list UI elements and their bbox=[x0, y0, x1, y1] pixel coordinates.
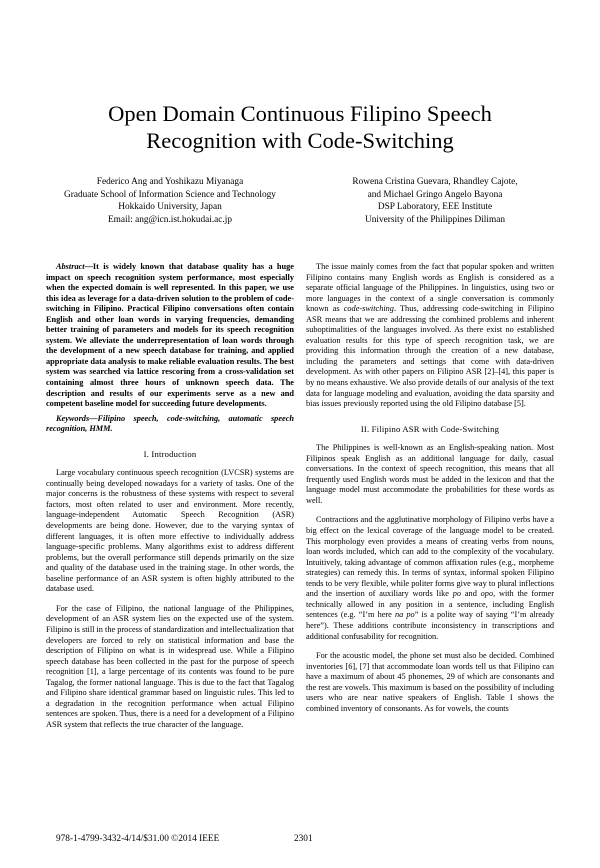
author-names: Federico Ang and Yoshikazu Miyanaga bbox=[96, 177, 244, 187]
author-email: Email: ang@icn.ist.hokudai.ac.jp bbox=[108, 214, 232, 225]
section-heading-introduction: I. Introduction bbox=[143, 448, 197, 459]
author-affiliation: University of the Philippines Diliman bbox=[365, 214, 505, 225]
page-number: 2301 bbox=[294, 834, 313, 844]
emphasis-opo: opo bbox=[480, 589, 494, 599]
keywords bbox=[46, 414, 294, 435]
title-line-1: Open Domain Continuous Filipino Speech bbox=[108, 101, 492, 126]
footer-copyright: 978-1-4799-3432-4/14/$31.00 ©2014 IEEE bbox=[56, 834, 220, 844]
emphasis-po: po bbox=[452, 589, 462, 599]
text-span: Contractions and the agglutinative morphology of Filipino verbs have a big effect on the lexical coverage of the language model to be created. This morphology even provides a means of creating verbs from nouns, loan words included, which can add to the complexity of the vocabulary. Intuitively, taking advantage of common affixation rules (e.g., morpheme strategies) can remedy this. In terms of syntax, informal spoken Filipino tends to be very flexible, while politer forms give way to plural inflections and the insertion of auxiliary words like bbox=[306, 515, 554, 599]
author-block-right bbox=[315, 176, 555, 226]
paragraph: For the case of Filipino, the national language of the Philippines, development of an ASR system lies on the expected use of the system. Filipino is still in the process of standardization and intellectualization that developers are forced to rely on statistical information and base the description of Filipino on what is in widespread use. While a Filipino speech database has been collected in the past for the purpose of speech recognition [1], a large percentage of its contents was found to be pure Tagalog, the former national language. This is due to the fact that Tagalog and Filipino share identical grammar based on linguistic rules. This led to a degradation in the recognition performance when actual Filipino sentences are spoken. Thus, there is a need for a development of a Filipino ASR system that reflects the true character of the language. bbox=[46, 603, 294, 729]
emphasis-code-switching: code-switching bbox=[343, 304, 394, 314]
text-span: ” is a polite way of saying “I’m already here”). These additions contribute inconsistency in transcriptions and additional confusability for recognition. bbox=[306, 610, 555, 641]
text-span: The issue mainly comes from the fact that popular spoken and written Filipino contains many English words as English is considered as a separate official language of the Philippines. In linguistics, using two or more languages in the context of a single conversation is commonly known as bbox=[306, 262, 554, 314]
text-span: and bbox=[461, 589, 481, 599]
abstract-label: Abstract bbox=[56, 262, 85, 271]
author-section bbox=[45, 176, 555, 226]
title-line-2: Recognition with Code-Switching bbox=[146, 128, 454, 153]
abstract-text: It is widely known that database quality has a huge impact on speech recognition system performance, most especially when the expected domain is well represented. In this paper, we use this idea as leverage for a data-driven solution to the problem of code-switching in Filipino. Practical Filipino conversations often contain English and other loan words in varying frequencies, demanding better training of parameters and models for its speech recognition system. We alleviate the underrepresentation of loan words through the development of a new speech database for training, and applied appropriate data analysis to make reliable evaluation results. The best system was searched via lattice rescoring from a cross-validation set containing almost three hours of unknown speech data. The description and results of our experiments serve as a new and competent baseline model for succeeding future developments. bbox=[46, 262, 294, 409]
text-span: . Thus, addressing code-switching in Filipino ASR means that we are addressing the combined problems and inherent suboptimalities of the languages involved. As there exist no established evaluation results for this type of speech recognition task, we are providing this information through the creation of a new database, including the parameters and settings that come with data-driven development. As with other papers on Filipino ASR [2]–[4], this paper is by no means exhaustive. We also provide details of our analysis of the text data for language modeling and evaluation, avoiding the data sparsity and bias issues previously reported using the old Filipino database [5]. bbox=[306, 304, 554, 409]
paragraph bbox=[306, 262, 554, 410]
author-names: and Michael Gringo Angelo Bayona bbox=[367, 189, 503, 200]
paper-title bbox=[60, 100, 540, 154]
paragraph: The Philippines is well-known as an English-speaking nation. Most Filipinos speak English as an additional language for daily, casual conversations. In the context of speech recognition, this means that all frequently used English words must be added in the lexicon and that the language model must accommodate the probabilities for these words as well. bbox=[306, 443, 554, 505]
paragraph: Large vocabulary continuous speech recognition (LVCSR) systems are continually being developed nowadays for a variety of tasks. One of the major concerns is the robustness of these systems with respect to several factors, most often related to user and environment. More recently, language-independent Automatic Speech Recognition (ASR) developments are being done. However, due to the varying syntax of different languages, it is often more effective to individually address language-specific problems. Many algorithms exist to address different problems, but the overall performance still depends primarily on the size and quality of the database used in the training stage. In other words, the baseline performance of an ASR system is often highly attributed to the database used. bbox=[46, 468, 294, 594]
emphasis-na-po: na po bbox=[394, 610, 415, 620]
paragraph: For the acoustic model, the phone set must also be decided. Combined inventories [6], [7] that accommodate loan words tell us that Filipino can have a maximum of about 45 phonemes, 29 of which are consonants and the rest are vowels. This maximum is based on the possibility of including users who are near native speakers of English. Table I shows the combined inventory of consonants. As for vowels, the counts bbox=[306, 651, 554, 713]
text-span: , with the former technically allowed in any position in a sentence, including English sentences (e.g. “I’m here bbox=[306, 589, 554, 620]
author-affiliation: DSP Laboratory, EEE Institute bbox=[377, 202, 493, 212]
right-column bbox=[306, 262, 554, 714]
author-names: Rowena Cristina Guevara, Rhandley Cajote, bbox=[352, 177, 518, 187]
author-affiliation: Hokkaido University, Japan bbox=[118, 202, 222, 212]
author-block-left bbox=[45, 176, 295, 226]
paragraph bbox=[306, 515, 554, 642]
keywords-dash: — bbox=[89, 413, 98, 423]
section-heading-filipino-asr: II. Filipino ASR with Code-Switching bbox=[360, 423, 500, 434]
abstract bbox=[46, 262, 294, 410]
author-affiliation: Graduate School of Information Science and Technology bbox=[64, 189, 276, 200]
keywords-text: Filipino speech, code-switching, automatic speech recognition, HMM. bbox=[46, 413, 294, 434]
keywords-label: Keywords bbox=[56, 413, 90, 423]
abstract-dash: — bbox=[84, 262, 93, 271]
left-column bbox=[46, 262, 294, 730]
